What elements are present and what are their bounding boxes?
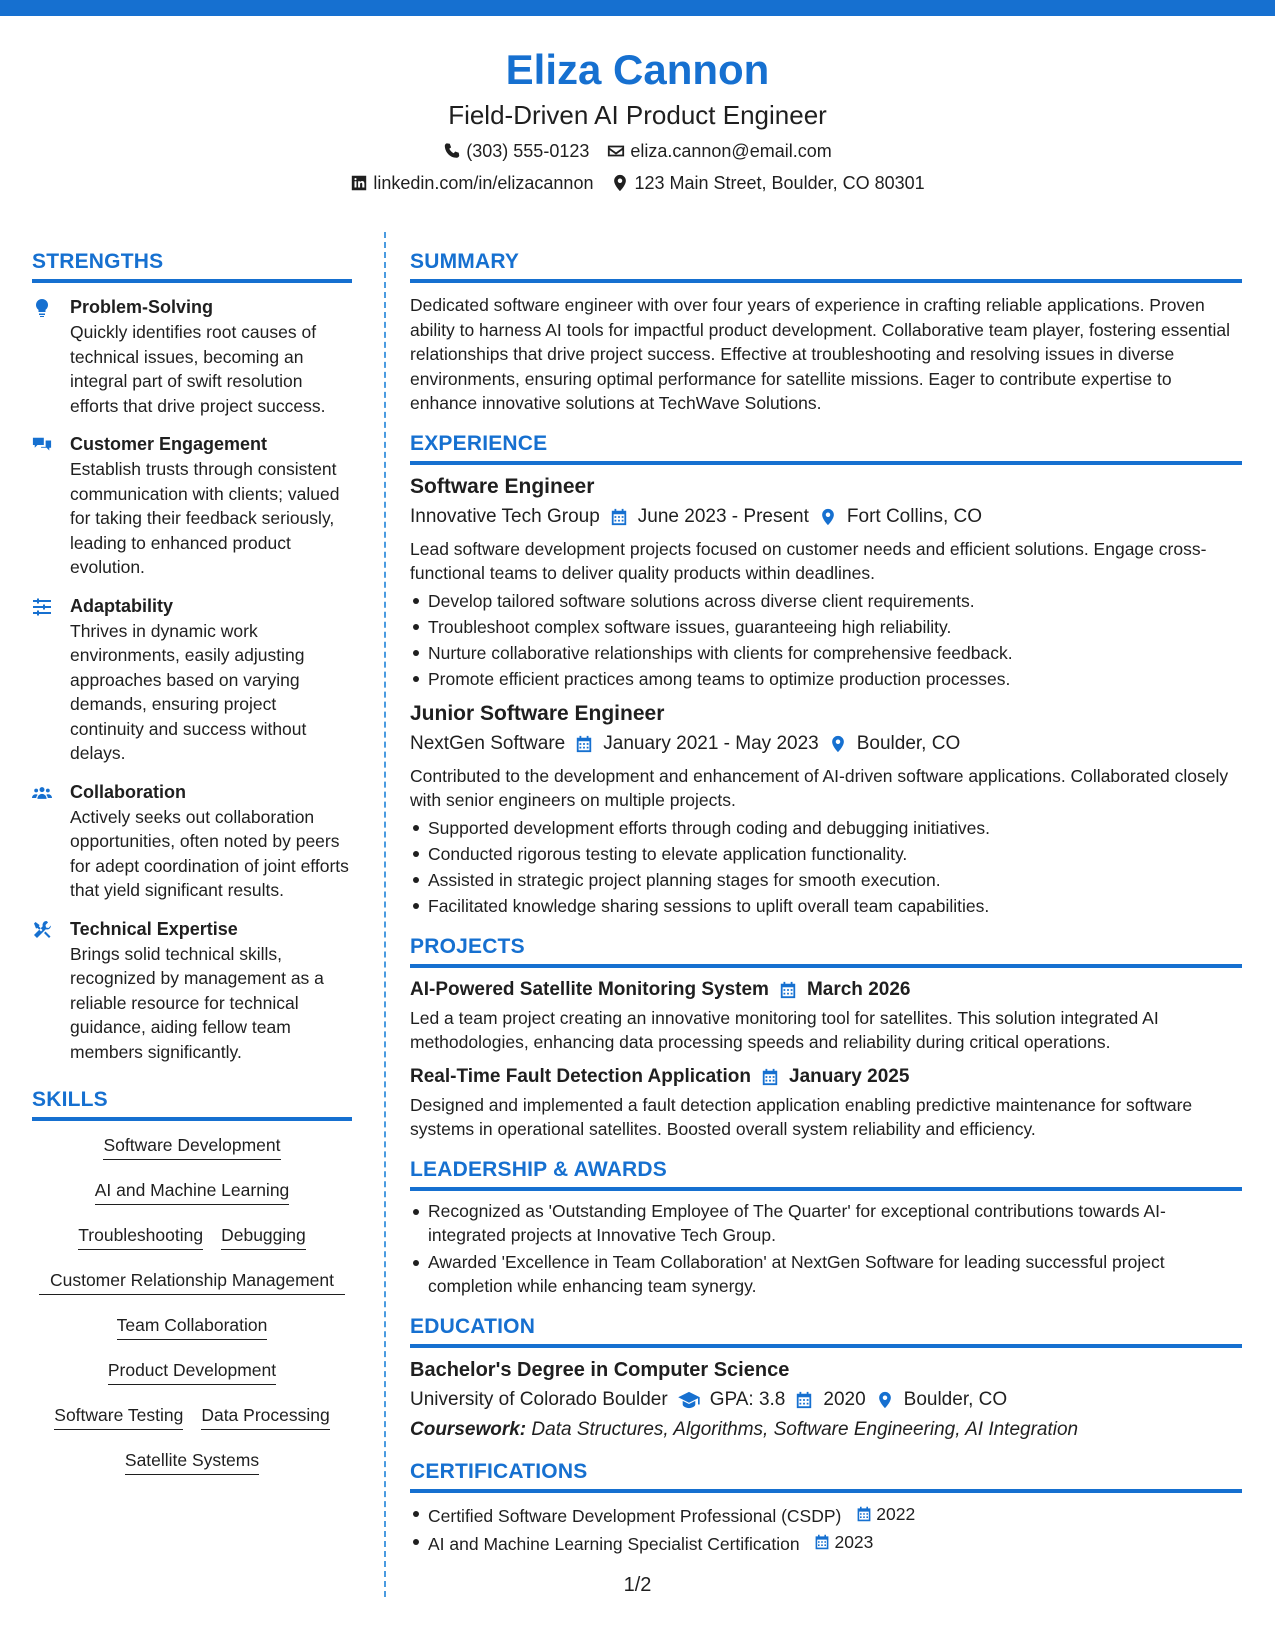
skill-tag: Satellite Systems [125, 1448, 259, 1475]
skill-tag: AI and Machine Learning [95, 1178, 290, 1205]
resume-header [0, 42, 1275, 196]
job-company: Innovative Tech Group [410, 505, 600, 527]
strength-item [32, 295, 352, 418]
project-entry [410, 976, 1242, 1055]
certification-name: AI and Machine Learning Specialist Certification [428, 1533, 800, 1554]
strength-desc: Quickly identifies root causes of technical issues, becoming an integral part of swift resolution efforts that drive project success. [70, 322, 326, 416]
calendar-icon [856, 1506, 872, 1522]
envelope-icon [607, 142, 625, 160]
project-desc: Led a team project creating an innovative monitoring tool for satellites. This solution integrated AI methodologies, enhancing data processing speeds and reliability during critical operations. [410, 1007, 1159, 1052]
project-date: January 2025 [789, 1065, 910, 1087]
calendar-icon [610, 508, 628, 526]
strength-desc: Thrives in dynamic work environments, easily adjusting approaches based on varying demands, ensuring project continuity and success without delays. [70, 620, 307, 763]
leadership-list [410, 1199, 1242, 1299]
certifications-heading: CERTIFICATIONS [410, 1458, 1242, 1493]
strength-name: Collaboration [70, 781, 186, 802]
job-dates: June 2023 - Present [637, 505, 809, 527]
education-section [410, 1313, 1242, 1444]
comments-icon [32, 435, 52, 455]
job-bullet: Troubleshoot complex software issues, guaranteeing high reliability. [410, 614, 1242, 640]
strength-item [32, 594, 352, 766]
strength-name: Customer Engagement [70, 434, 268, 454]
job-location: Fort Collins, CO [846, 505, 983, 527]
job-bullet: Conducted rigorous testing to elevate application functionality. [410, 841, 1242, 867]
strength-desc: Establish trusts through consistent communication with clients; valued for taking their feedback seriously, leading to enhanced product evolution. [70, 459, 340, 577]
certifications-section [410, 1458, 1242, 1557]
users-icon [32, 783, 52, 803]
strength-name: Adaptability [70, 595, 174, 616]
phone-item [443, 138, 589, 164]
summary-text: Dedicated software engineer with over four years of experience in crafting reliable applications. Proven ability to harness AI tools for impactful product development. Collaborative team player, fostering essential relationships that drive project success. Effective at troubleshooting and resolving issues in diverse environments, ensuring optimal performance for satellite missions. Eager to contribute expertise to enhance innovative solutions at TechWave Solutions. [410, 295, 1231, 413]
address-item [611, 170, 924, 196]
project-date: March 2026 [806, 978, 911, 1000]
location-pin-icon [611, 174, 629, 192]
calendar-icon [779, 981, 797, 999]
job-dates: January 2021 - May 2023 [603, 732, 819, 754]
projects-section [410, 933, 1242, 1142]
phone-icon [443, 142, 461, 160]
contact-row-1 [0, 138, 1275, 164]
skill-tag: Customer Relationship Management [39, 1268, 345, 1295]
lightbulb-icon [32, 298, 52, 318]
linkedin-item [350, 170, 593, 196]
strength-item [32, 917, 352, 1065]
skills-list [32, 1133, 352, 1493]
skills-heading: SKILLS [32, 1086, 352, 1121]
linkedin-text[interactable]: linkedin.com/in/elizacannon [373, 173, 594, 193]
leadership-item: Awarded 'Excellence in Team Collaboration' at NextGen Software for leading successful project completion while enhancing team synergy. [410, 1250, 1242, 1299]
job-entry [410, 473, 1242, 692]
job-company: NextGen Software [410, 732, 566, 754]
job-bullet: Supported development efforts through coding and debugging initiatives. [410, 815, 1242, 841]
strengths-list [32, 295, 352, 1064]
certification-item [410, 1501, 1242, 1529]
contact-row-2 [0, 170, 1275, 196]
skill-tag: Software Development [103, 1133, 280, 1160]
calendar-icon [761, 1068, 779, 1086]
skill-tag: Troubleshooting [78, 1223, 203, 1250]
graduation-cap-icon [678, 1391, 700, 1409]
school-location: Boulder, CO [903, 1388, 1008, 1410]
skill-tag: Team Collaboration [117, 1313, 268, 1340]
strength-name: Problem-Solving [70, 297, 214, 317]
skill-tag: Data Processing [201, 1403, 329, 1430]
projects-heading: PROJECTS [410, 933, 1242, 968]
tools-icon [32, 920, 52, 940]
skill-tag: Software Testing [54, 1403, 183, 1430]
project-name: AI-Powered Satellite Monitoring System [410, 978, 769, 1000]
job-bullets [410, 815, 1242, 919]
skill-tag: Debugging [221, 1223, 306, 1250]
certifications-list [410, 1501, 1242, 1557]
job-meta [410, 730, 1242, 758]
strength-item [32, 780, 352, 903]
job-bullet: Facilitated knowledge sharing sessions to uplift overall team capabilities. [410, 893, 1242, 919]
strength-desc: Brings solid technical skills, recognized by management as a reliable resource for technical guidance, aiding fellow team members significantly. [70, 943, 324, 1062]
certification-year: 2023 [834, 1531, 874, 1552]
certification-item [410, 1529, 1242, 1557]
coursework-line [410, 1416, 1242, 1444]
location-pin-icon [876, 1391, 894, 1409]
project-name: Real-Time Fault Detection Application [410, 1065, 751, 1087]
left-column [32, 248, 352, 1493]
coursework-label: Coursework: [410, 1418, 527, 1440]
job-bullet: Develop tailored software solutions across diverse client requirements. [410, 588, 1242, 614]
phone-text[interactable]: (303) 555-0123 [466, 141, 590, 161]
job-title: Junior Software Engineer [410, 701, 665, 725]
education-meta [410, 1386, 1242, 1414]
job-bullet: Promote efficient practices among teams to optimize production processes. [410, 666, 1242, 692]
education-heading: EDUCATION [410, 1313, 1242, 1348]
strength-item [32, 432, 352, 580]
job-desc: Contributed to the development and enhancement of AI-driven software applications. Collaborated closely with senior engineers on multiple projects. [410, 765, 1229, 810]
job-entry [410, 700, 1242, 919]
graduation-year: 2020 [823, 1388, 866, 1410]
skill-tag: Product Development [108, 1358, 276, 1385]
linkedin-icon [350, 174, 368, 192]
candidate-name: Eliza Cannon [505, 46, 770, 93]
experience-section [410, 430, 1242, 919]
calendar-icon [575, 735, 593, 753]
job-title: Software Engineer [410, 474, 595, 498]
project-title-row [410, 976, 1242, 1004]
project-entry [410, 1063, 1242, 1142]
location-pin-icon [829, 735, 847, 753]
sliders-icon [32, 597, 52, 617]
top-accent-bar [0, 0, 1275, 16]
project-title-row [410, 1063, 1242, 1091]
job-bullet: Nurture collaborative relationships with clients for comprehensive feedback. [410, 640, 1242, 666]
job-bullets [410, 588, 1242, 692]
column-divider [384, 232, 386, 1597]
job-meta [410, 503, 1242, 531]
email-item [607, 138, 831, 164]
right-column [410, 248, 1242, 1557]
leadership-section [410, 1156, 1242, 1299]
job-location: Boulder, CO [856, 732, 961, 754]
strength-name: Technical Expertise [70, 918, 238, 939]
degree-name: Bachelor's Degree in Computer Science [410, 1358, 790, 1381]
job-desc: Lead software development projects focused on customer needs and efficient solutions. Engage cross-functional teams to deliver quality products within deadlines. [410, 538, 1207, 583]
candidate-title: Field-Driven AI Product Engineer [448, 100, 827, 130]
certification-year: 2022 [876, 1503, 916, 1524]
location-pin-icon [819, 508, 837, 526]
experience-heading: EXPERIENCE [410, 430, 1242, 465]
email-text[interactable]: eliza.cannon@email.com [630, 141, 832, 161]
calendar-icon [795, 1391, 813, 1409]
coursework-text: Data Structures, Algorithms, Software Engineering, AI Integration [531, 1418, 1079, 1440]
school-name: University of Colorado Boulder [410, 1388, 668, 1410]
leadership-heading: LEADERSHIP & AWARDS [410, 1156, 1242, 1191]
calendar-icon [814, 1534, 830, 1550]
project-desc: Designed and implemented a fault detection application enabling predictive maintenance for software systems in operational satellites. Boosted overall system reliability and efficiency. [410, 1094, 1193, 1139]
gpa-text: GPA: 3.8 [709, 1388, 786, 1410]
summary-heading: SUMMARY [410, 248, 1242, 283]
certification-name: Certified Software Development Professional (CSDP) [428, 1505, 842, 1526]
page-number: 1/2 [623, 1574, 652, 1596]
address-text: 123 Main Street, Boulder, CO 80301 [634, 173, 925, 193]
strengths-heading: STRENGTHS [32, 248, 352, 283]
job-bullet: Assisted in strategic project planning stages for smooth execution. [410, 867, 1242, 893]
strength-desc: Actively seeks out collaboration opportunities, often noted by peers for adept coordination of joint efforts that yield significant results. [70, 806, 349, 900]
leadership-item: Recognized as 'Outstanding Employee of The Quarter' for exceptional contributions towards AI-integrated projects at Innovative Tech Group. [410, 1199, 1242, 1248]
